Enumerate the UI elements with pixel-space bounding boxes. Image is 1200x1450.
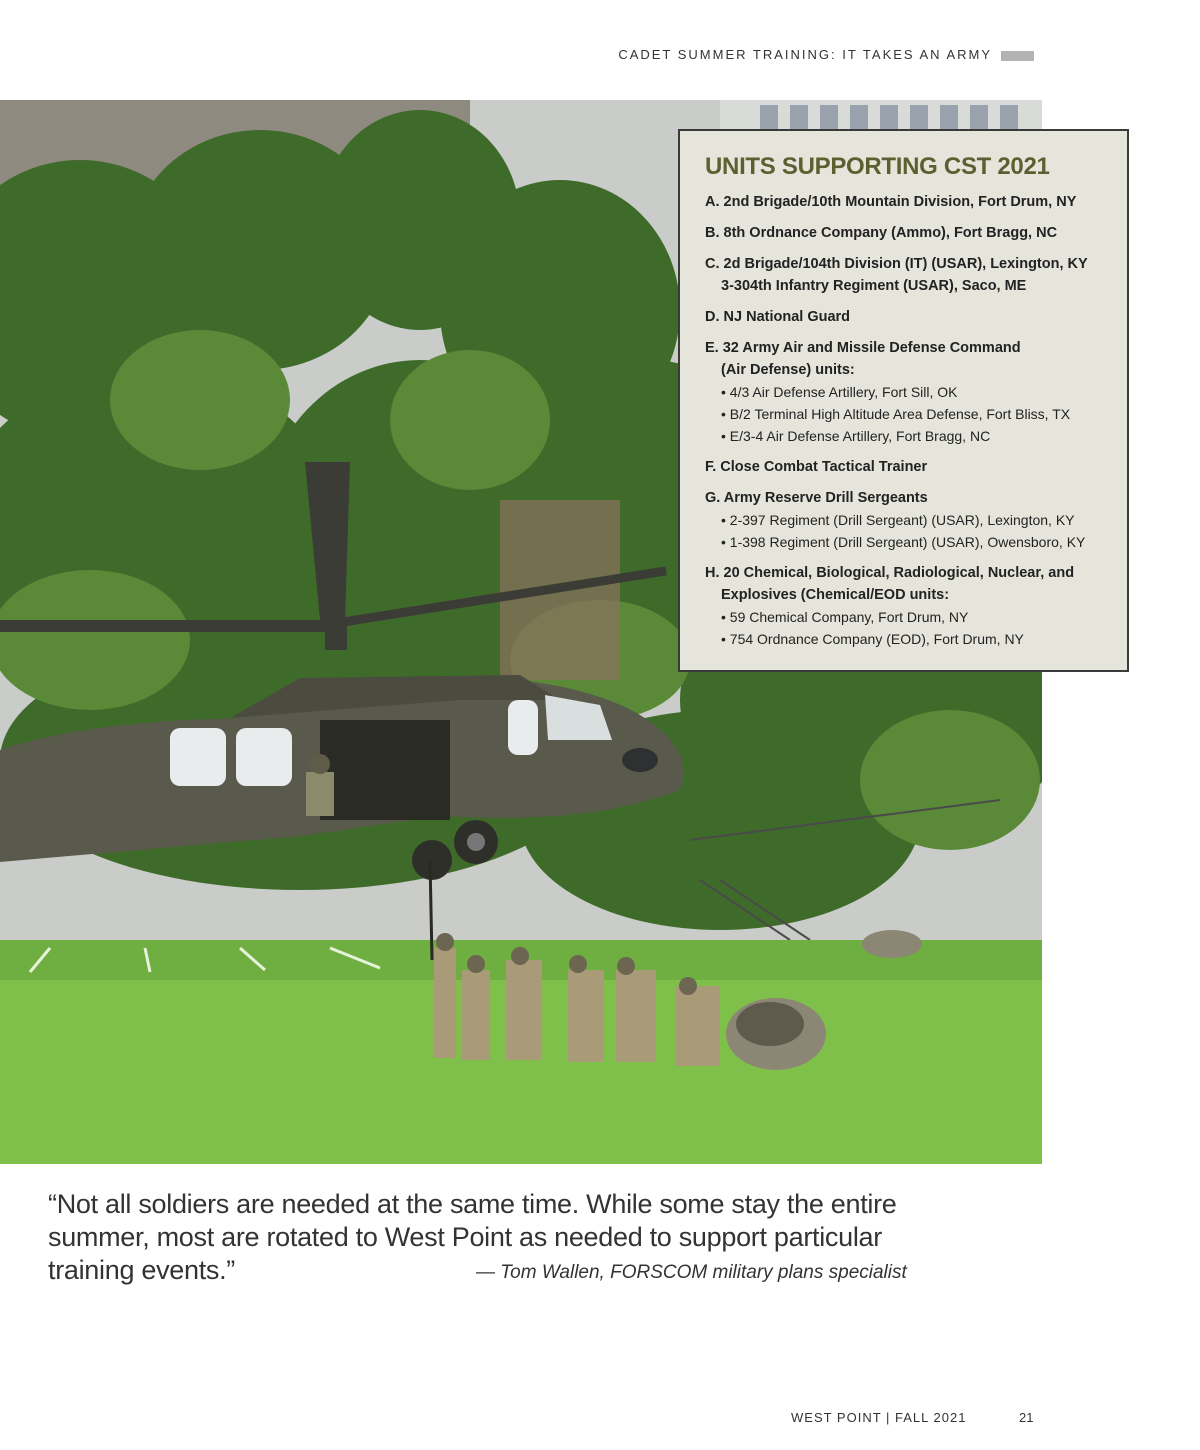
units-list (705, 191, 1109, 650)
unit-name: F. Close Combat Tactical Trainer (705, 459, 928, 475)
unit-name: (Air Defense) units: (721, 362, 855, 378)
unit-name: G. Army Reserve Drill Sergeants (705, 490, 928, 506)
running-header: CADET SUMMER TRAINING: IT TAKES AN ARMY (618, 47, 992, 62)
unit-name: D. NJ National Guard (705, 309, 851, 325)
sub-unit: • 59 Chemical Company, Fort Drum, NY (721, 609, 969, 625)
sub-unit: • 1-398 Regiment (Drill Sergeant) (USAR), Owensboro, KY (721, 534, 1086, 550)
unit-name: Explosives (Chemical/EOD units: (721, 587, 950, 603)
unit-name: 3-304th Infantry Regiment (USAR), Saco, ME (721, 278, 1027, 294)
sub-unit: • 4/3 Air Defense Artillery, Fort Sill, OK (721, 384, 958, 400)
unit-entry (705, 253, 1109, 297)
sub-unit: • B/2 Terminal High Altitude Area Defense, Fort Bliss, TX (721, 406, 1071, 422)
unit-name: H. 20 Chemical, Biological, Radiological, Nuclear, and (705, 565, 1075, 581)
unit-entry (705, 562, 1109, 650)
sub-unit: • 754 Ordnance Company (EOD), Fort Drum, NY (721, 631, 1024, 647)
unit-entry (705, 306, 1109, 328)
header-bar (1001, 51, 1034, 61)
units-sidebar (678, 129, 1129, 672)
unit-entry (705, 222, 1109, 244)
unit-entry (705, 191, 1109, 213)
sub-unit: • E/3-4 Air Defense Artillery, Fort Bragg, NC (721, 428, 991, 444)
sub-unit: • 2-397 Regiment (Drill Sergeant) (USAR), Lexington, KY (721, 512, 1075, 528)
quote-attribution: — Tom Wallen, FORSCOM military plans specialist (476, 1262, 907, 1283)
unit-name: E. 32 Army Air and Missile Defense Command (705, 340, 1021, 356)
page-number: 21 (1019, 1410, 1034, 1425)
unit-entry (705, 487, 1109, 553)
sidebar-title: UNITS SUPPORTING CST 2021 (705, 153, 1050, 180)
unit-name: A. 2nd Brigade/10th Mountain Division, Fort Drum, NY (705, 194, 1077, 210)
pull-quote: “Not all soldiers are needed at the same time. While some stay the entire summer, most are rotated to West Point as needed to support particular training events.” (48, 1189, 897, 1285)
footer-publication: WEST POINT | FALL 2021 (791, 1410, 967, 1425)
unit-entry (705, 456, 1109, 478)
unit-name: C. 2d Brigade/104th Division (IT) (USAR), Lexington, KY (705, 256, 1088, 272)
unit-entry (705, 337, 1109, 447)
unit-name: B. 8th Ordnance Company (Ammo), Fort Bragg, NC (705, 225, 1058, 241)
